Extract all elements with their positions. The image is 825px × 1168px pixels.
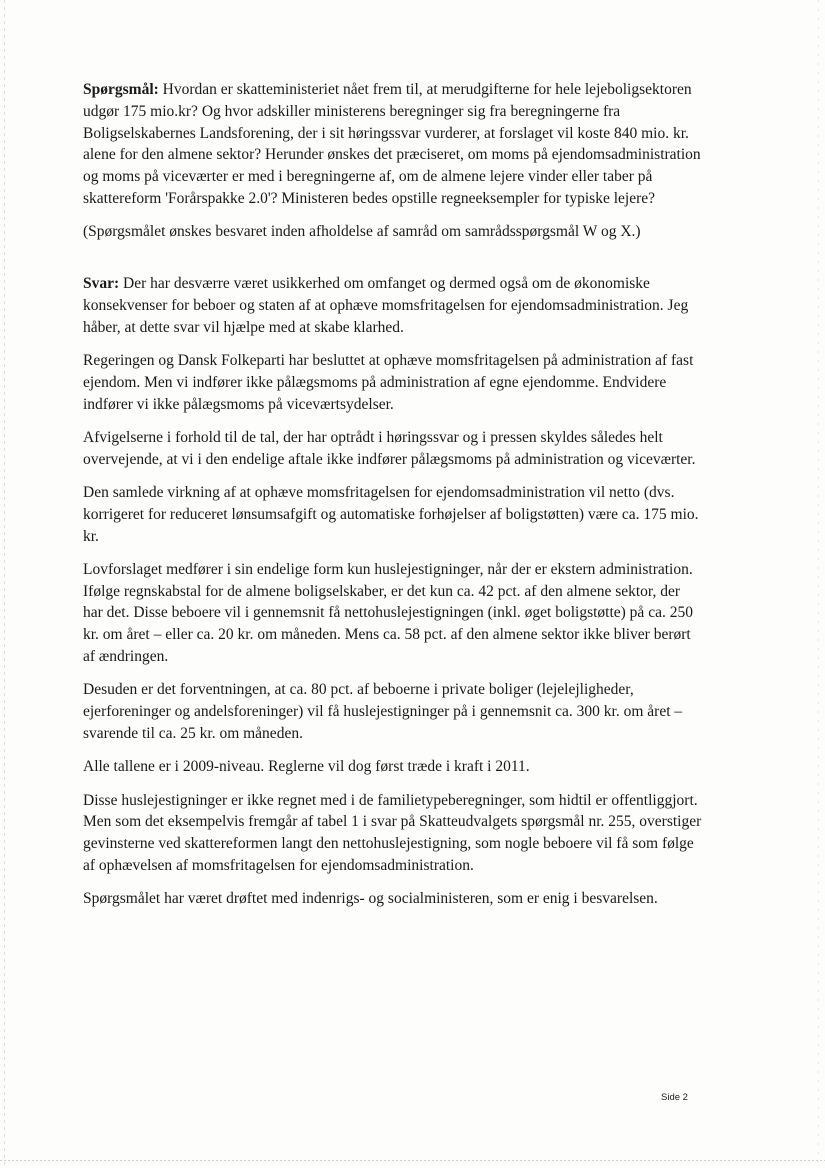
answer-intro-paragraph: [83, 273, 703, 338]
answer-paragraph: Lovforslaget medfører i sin endelige form kun huslejestigninger, når der er ekstern administration. Ifølge regnskabstal for de almene boligselskaber, er det kun ca. 42 pct. af den almene sektor, der har det. Disse beboere vil i gennemsnit få nettohuslejestigningen (inkl. øget boligstøtte) på ca. 250 kr. om året – eller ca. 20 kr. om måneden. Mens ca. 58 pct. af den almene sektor ikke bliver berørt af ændringen.: [83, 560, 693, 666]
question-paragraph: [83, 79, 703, 210]
answer-intro-text: Der har desværre været usikkerhed om omfanget og dermed også om de økonomiske konsekvenser for beboer og staten af at ophæve momsfritagelsen for ejendomsadministration. Jeg håber, at dette svar vil hjælpe med at skabe klarhed.: [83, 275, 689, 336]
scan-edge-right: [818, 0, 819, 1168]
answer-paragraph: Desuden er det forventningen, at ca. 80 pct. af beboerne i private boliger (lejelejligheder, ejerforeninger og andelsforeninger) vil få huslejestigninger på i gennemsnit ca. 300 kr. om året – svarende til ca. 25 kr. om måneden.: [83, 681, 683, 742]
answer-paragraph: Den samlede virkning af at ophæve momsfritagelsen for ejendomsadministration vil netto (dvs. korrigeret for reduceret lønsumsafgift og automatiske forhøjelser af boligstøtten) være ca. 175 mio. kr.: [83, 483, 699, 545]
answer-paragraph: Disse huslejestigninger er ikke regnet med i de familietypeberegninger, som hidtil er offentliggjort. Men som det eksempelvis fremgår af tabel 1 i svar på Skatteudvalgets spørgsmål nr. 255, overstiger gevinsterne ved skattereformen langt den nettohuslejestigning, som nogle beboere vil få som følge af ophævelsen af momsfritagelsen for ejendomsadministration.: [83, 791, 702, 874]
scan-edge-left: [4, 0, 5, 1168]
answer-paragraph: Afvigelserne i forhold til de tal, der har optrådt i høringssvar og i pressen skyldes således helt overvejende, at vi i den endelige aftale ikke indfører pålægsmoms på administration og viceværter.: [83, 428, 696, 468]
scan-edge-bottom: [0, 1160, 825, 1161]
answer-paragraph: Spørgsmålet har været drøftet med indenrigs- og socialministeren, som er enig i besvarelsen.: [83, 890, 658, 908]
question-note: (Spørgsmålet ønskes besvaret inden afholdelse af samråd om samrådsspørgsmål W og X.): [83, 223, 641, 241]
page-number: Side 2: [661, 1092, 688, 1103]
question-text: Hvordan er skatteministeriet nået frem til, at merudgifterne for hele lejeboligsektoren udgør 175 mio.kr? Og hvor adskiller ministerens beregninger sig fra beregningerne fra Boligselskabernes Landsforening, der i sit høringssvar vurderer, at forslaget vil koste 840 mio. kr. alene for den almene sektor? Herunder ønskes det præciseret, om moms på ejendomsadministration og moms på viceværter er med i beregningerne af, om de almene lejere vinder eller taber på skattereform 'Forårspakke 2.0'? Ministeren bedes opstille regneeksempler for typiske lejere?: [83, 81, 701, 207]
question-label: Spørgsmål:: [83, 81, 159, 98]
answer-paragraph: Alle tallene er i 2009-niveau. Reglerne vil dog først træde i kraft i 2011.: [83, 758, 530, 776]
document-body: [83, 79, 703, 922]
answer-label: Svar:: [83, 275, 120, 293]
answer-paragraph: Regeringen og Dansk Folkeparti har besluttet at ophæve momsfritagelsen på administration af fast ejendom. Men vi indfører ikke pålægsmoms på administration af egne ejendomme. Endvidere indfører vi ikke pålægsmoms på viceværtsydelser.: [83, 351, 694, 413]
